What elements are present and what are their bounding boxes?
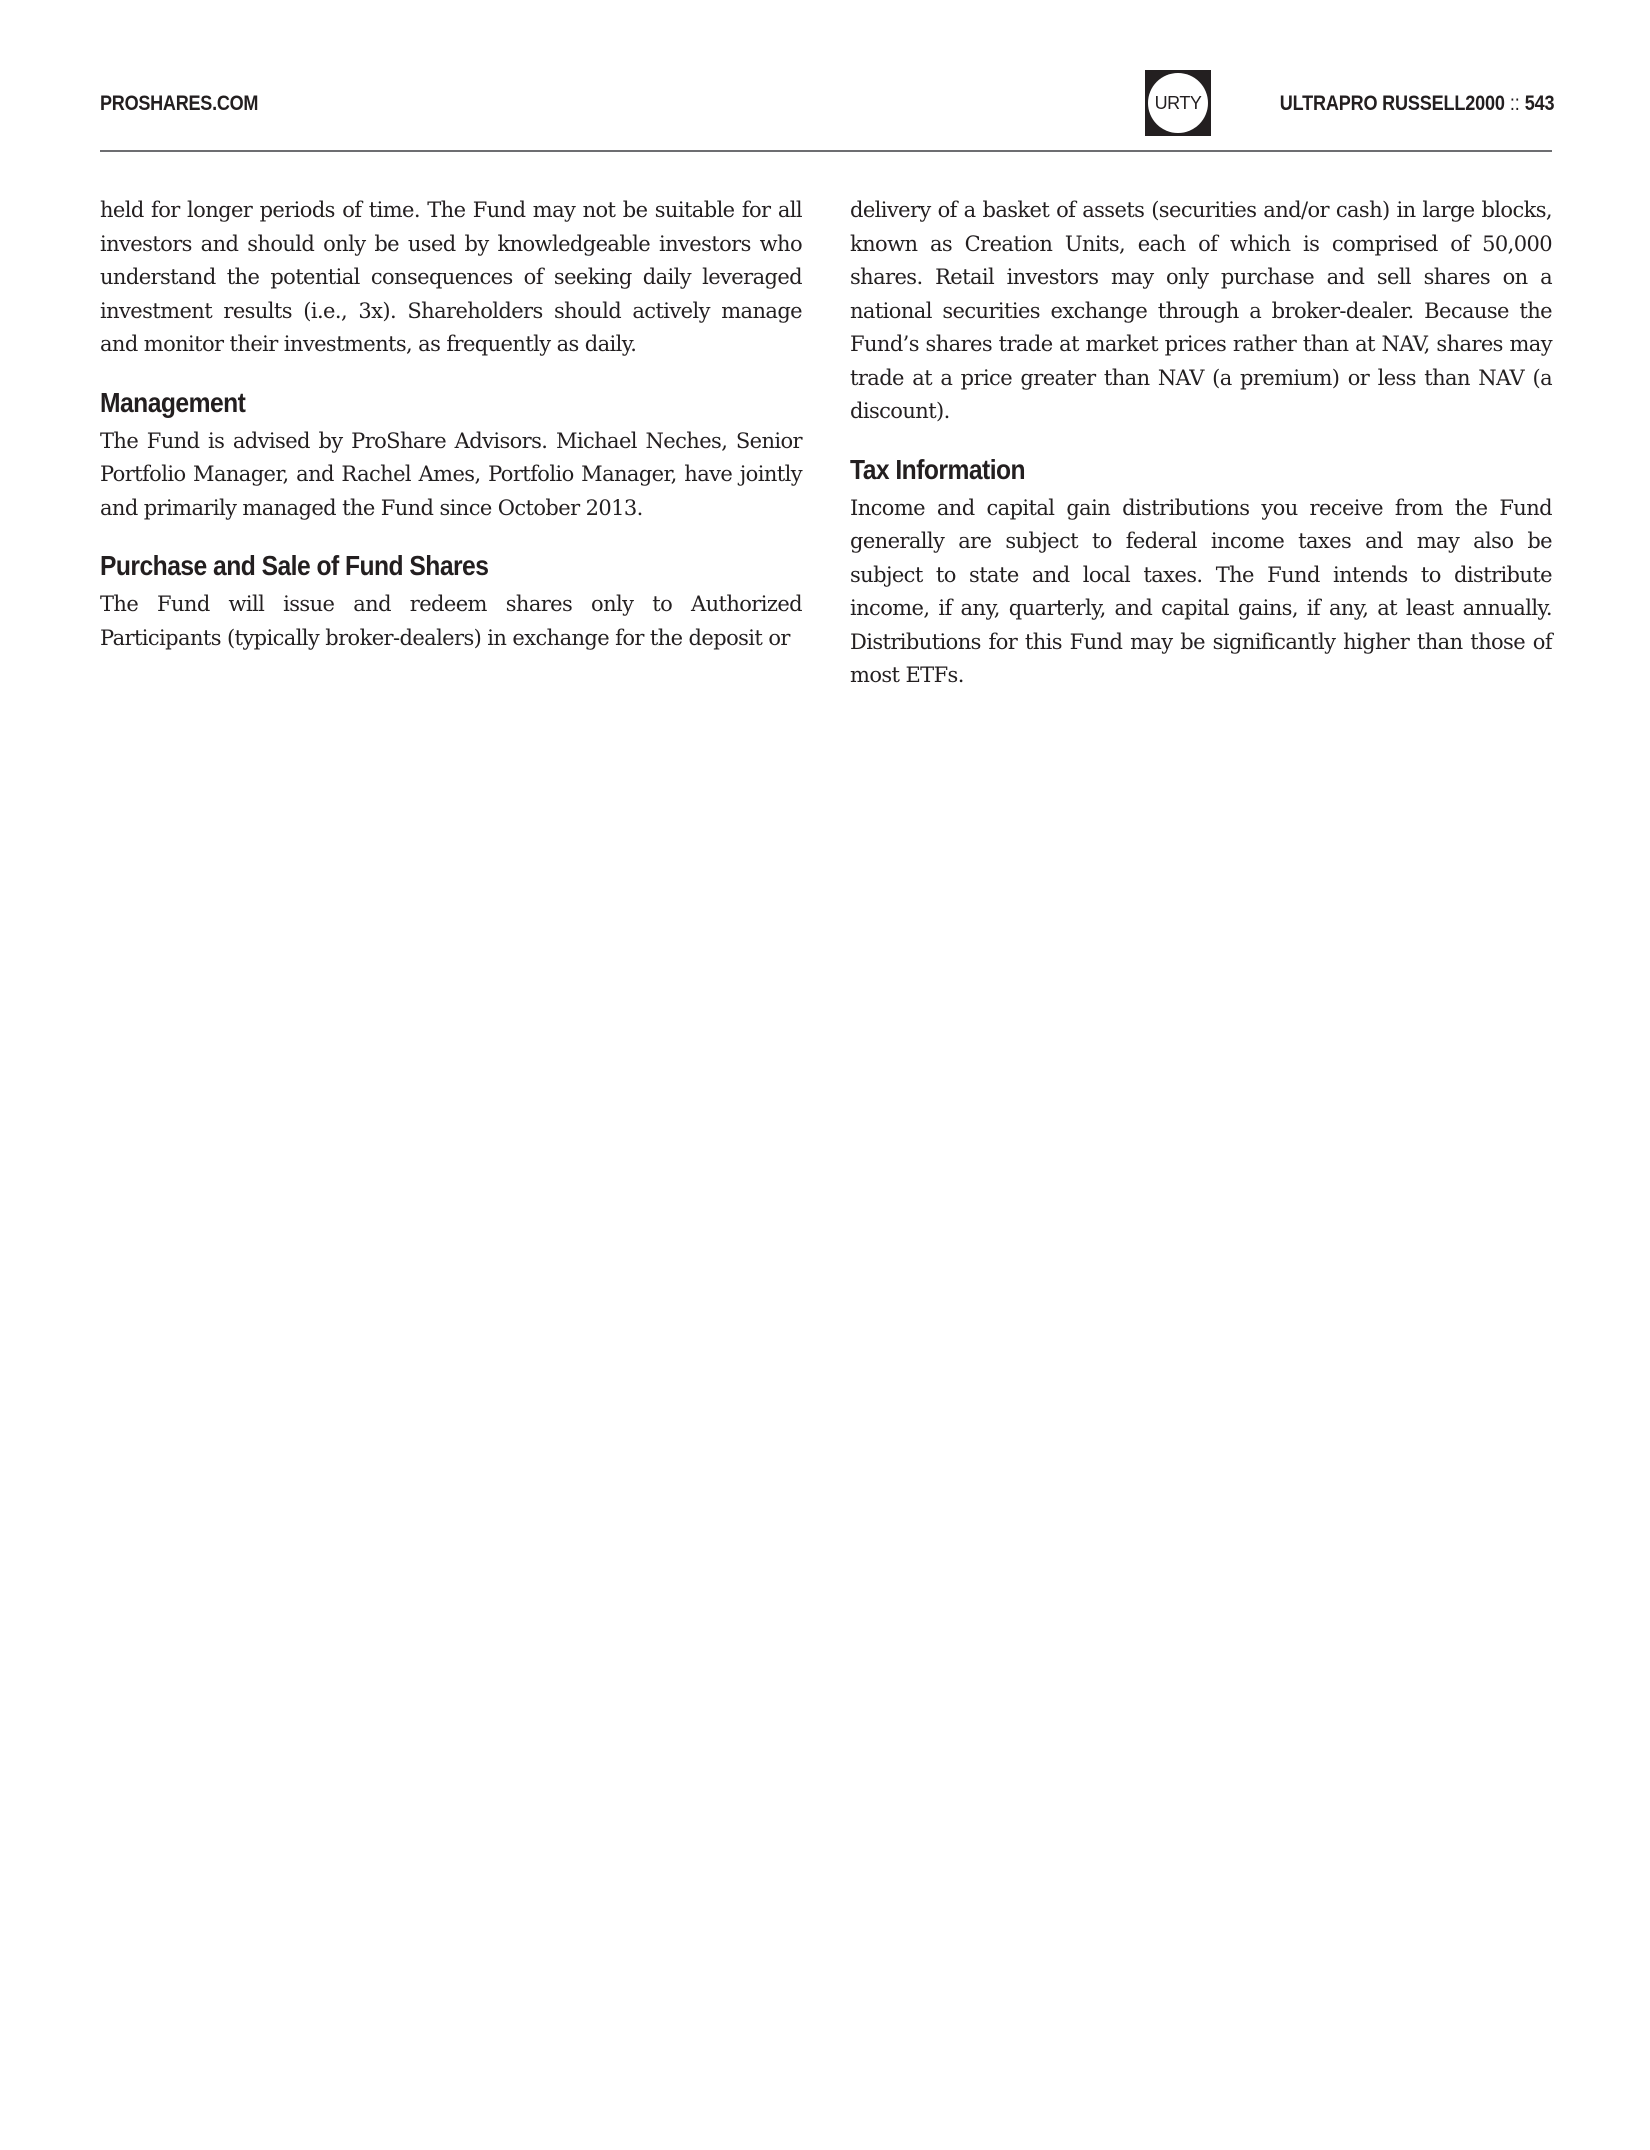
- left-column: [100, 194, 802, 655]
- management-paragraph: The Fund is advised by ProShare Advisors. Michael Neches, Senior Portfolio Manager, and Rachel Ames, Portfolio Manager, have jointly and primarily managed the Fund since October 2013.: [100, 428, 802, 520]
- header-separator: ::: [1509, 92, 1520, 115]
- site-url: PROSHARES.COM: [100, 92, 259, 115]
- purchase-paragraph: The Fund will issue and redeem shares only to Authorized Participants (typically broker-dealers) in exchange for the deposit or: [100, 592, 802, 650]
- purchase-continued-paragraph: delivery of a basket of assets (securities and/or cash) in large blocks, known as Creation Units, each of which is comprised of 50,000 shares. Retail investors may only purchase and sell shares on a national securities exchange through a broker-dealer. Because the Fund’s shares trade at market prices rather than at NAV, shares may trade at a price greater than NAV (a premium) or less than NAV (a discount).: [850, 198, 1552, 423]
- running-header: [1279, 92, 1554, 116]
- tax-paragraph: Income and capital gain distributions you receive from the Fund generally are subject to federal income taxes and may also be subject to state and local taxes. The Fund intends to distribute income, if any, quarterly, and capital gains, if any, at least annually. Distributions for this Fund may be significantly higher than those of most ETFs.: [850, 495, 1552, 687]
- fund-name: ULTRAPRO RUSSELL2000: [1279, 92, 1505, 115]
- page-number: 543: [1524, 92, 1554, 115]
- management-heading: Management: [100, 386, 246, 418]
- ticker-label: URTY: [1148, 73, 1208, 133]
- intro-paragraph: held for longer periods of time. The Fund may not be suitable for all investors and should only be used by knowledgeable investors who understand the potential consequences of seeking daily leveraged investment results (i.e., 3x). Shareholders should actively manage and monitor their investments, as frequently as daily.: [100, 198, 802, 356]
- header-rule: [100, 150, 1552, 152]
- tax-heading: Tax Information: [850, 453, 1026, 485]
- right-column: [850, 194, 1552, 693]
- purchase-heading: Purchase and Sale of Fund Shares: [100, 550, 489, 581]
- ticker-badge: [1145, 70, 1211, 136]
